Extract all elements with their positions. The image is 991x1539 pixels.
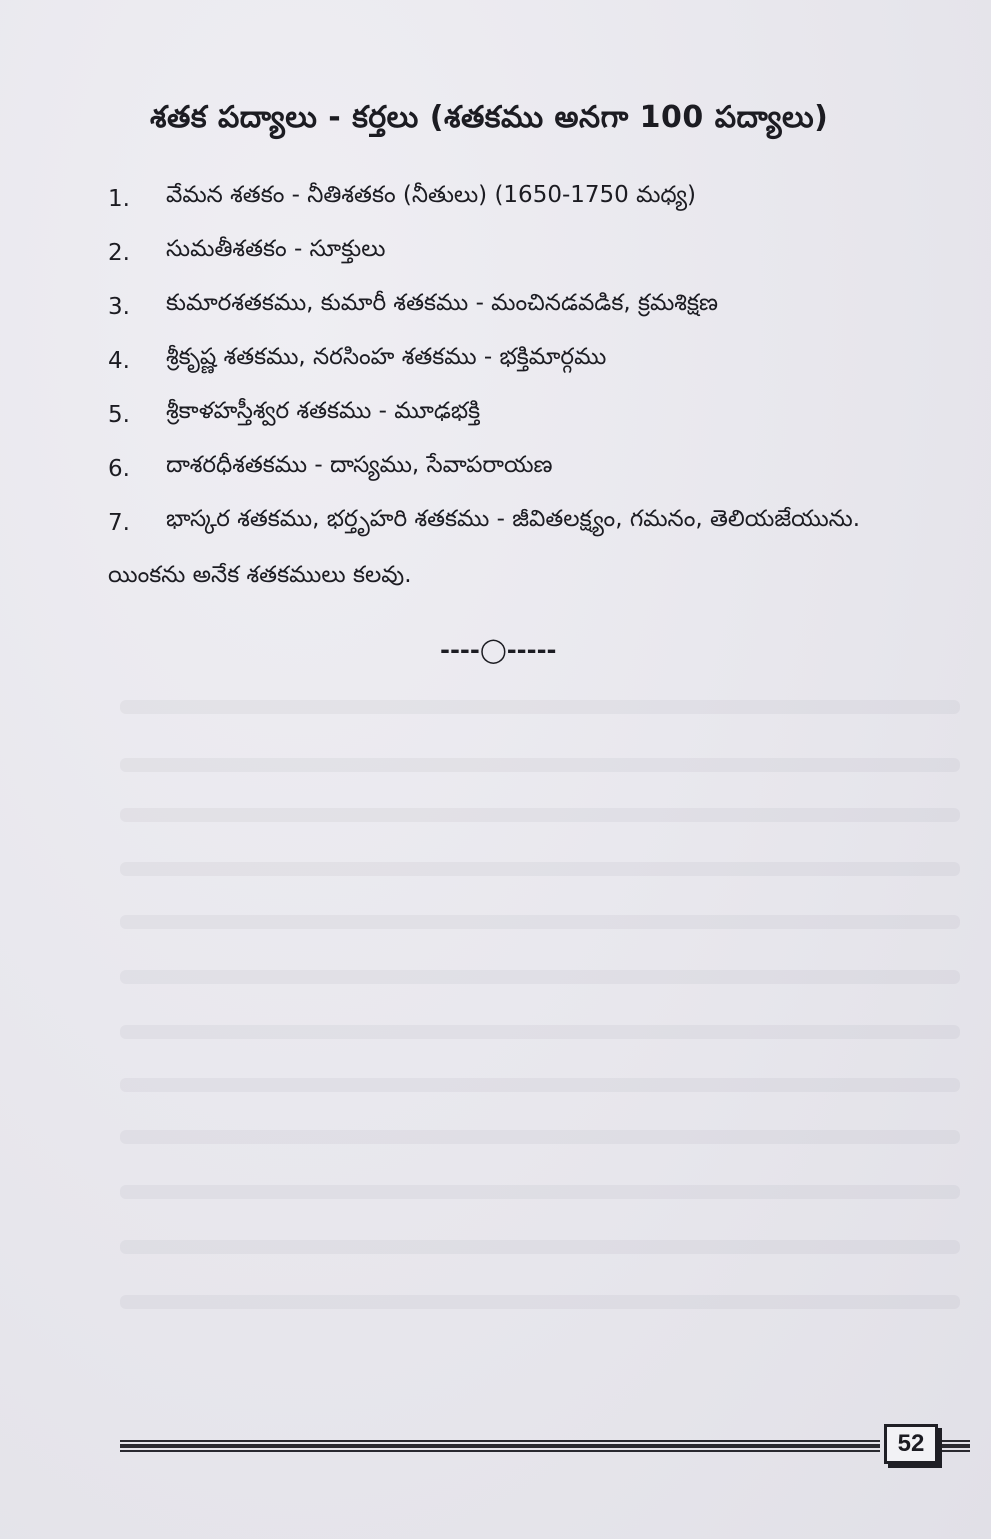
item-text: శ్రీకృష్ణ శతకము, నరసింహ శతకము - భక్తిమార్గము — [166, 344, 607, 370]
item-number: 3. — [108, 294, 130, 320]
item-number: 6. — [108, 456, 130, 482]
item-text: భాస్కర శతకము, భర్తృహరి శతకము - జీవితలక్ష్యం, గమనం, తెలియజేయును. — [166, 506, 861, 532]
bleed-through-line — [120, 1240, 960, 1254]
bleed-through-line — [120, 1078, 960, 1092]
item-text: కుమారశతకము, కుమారీ శతకము - మంచినడవడిక, క్రమశిక్షణ — [166, 290, 718, 316]
closing-sentence: యింకను అనేక శతకములు కలవు. — [108, 562, 412, 588]
item-text: సుమతీశతకం - సూక్తులు — [166, 236, 386, 262]
shataka-list — [108, 178, 968, 556]
list-item — [108, 394, 968, 448]
bleed-through-line — [120, 970, 960, 984]
list-item — [108, 286, 968, 340]
list-item — [108, 502, 968, 556]
section-divider: ----◯----- — [440, 636, 557, 664]
item-text: వేమన శతకం - నీతిశతకం (నీతులు) (1650-1750 మధ్య) — [166, 182, 697, 208]
page-number: 52 — [884, 1424, 938, 1464]
item-number: 5. — [108, 402, 130, 428]
bleed-through-line — [120, 1295, 960, 1309]
list-item — [108, 178, 968, 232]
footer-rule — [120, 1440, 880, 1452]
bleed-through-line — [120, 700, 960, 714]
item-text: దాశరధీశతకము - దాస్యము, సేవాపరాయణ — [166, 452, 553, 478]
item-number: 7. — [108, 510, 130, 536]
footer-rule-end — [934, 1440, 970, 1452]
item-number: 2. — [108, 240, 130, 266]
bleed-through-line — [120, 862, 960, 876]
item-text: శ్రీకాళహస్తీశ్వర శతకము - మూఢభక్తి — [166, 398, 481, 424]
bleed-through-line — [120, 1185, 960, 1199]
page-title: శతక పద్యాలు - కర్తలు (శతకము అనగా 100 పద్యాలు) — [150, 100, 829, 135]
bleed-through-line — [120, 1025, 960, 1039]
list-item — [108, 448, 968, 502]
bleed-through-line — [120, 915, 960, 929]
item-number: 1. — [108, 186, 130, 212]
list-item — [108, 232, 968, 286]
list-item — [108, 340, 968, 394]
bleed-through-line — [120, 808, 960, 822]
item-number: 4. — [108, 348, 130, 374]
bleed-through-line — [120, 758, 960, 772]
bleed-through-line — [120, 1130, 960, 1144]
